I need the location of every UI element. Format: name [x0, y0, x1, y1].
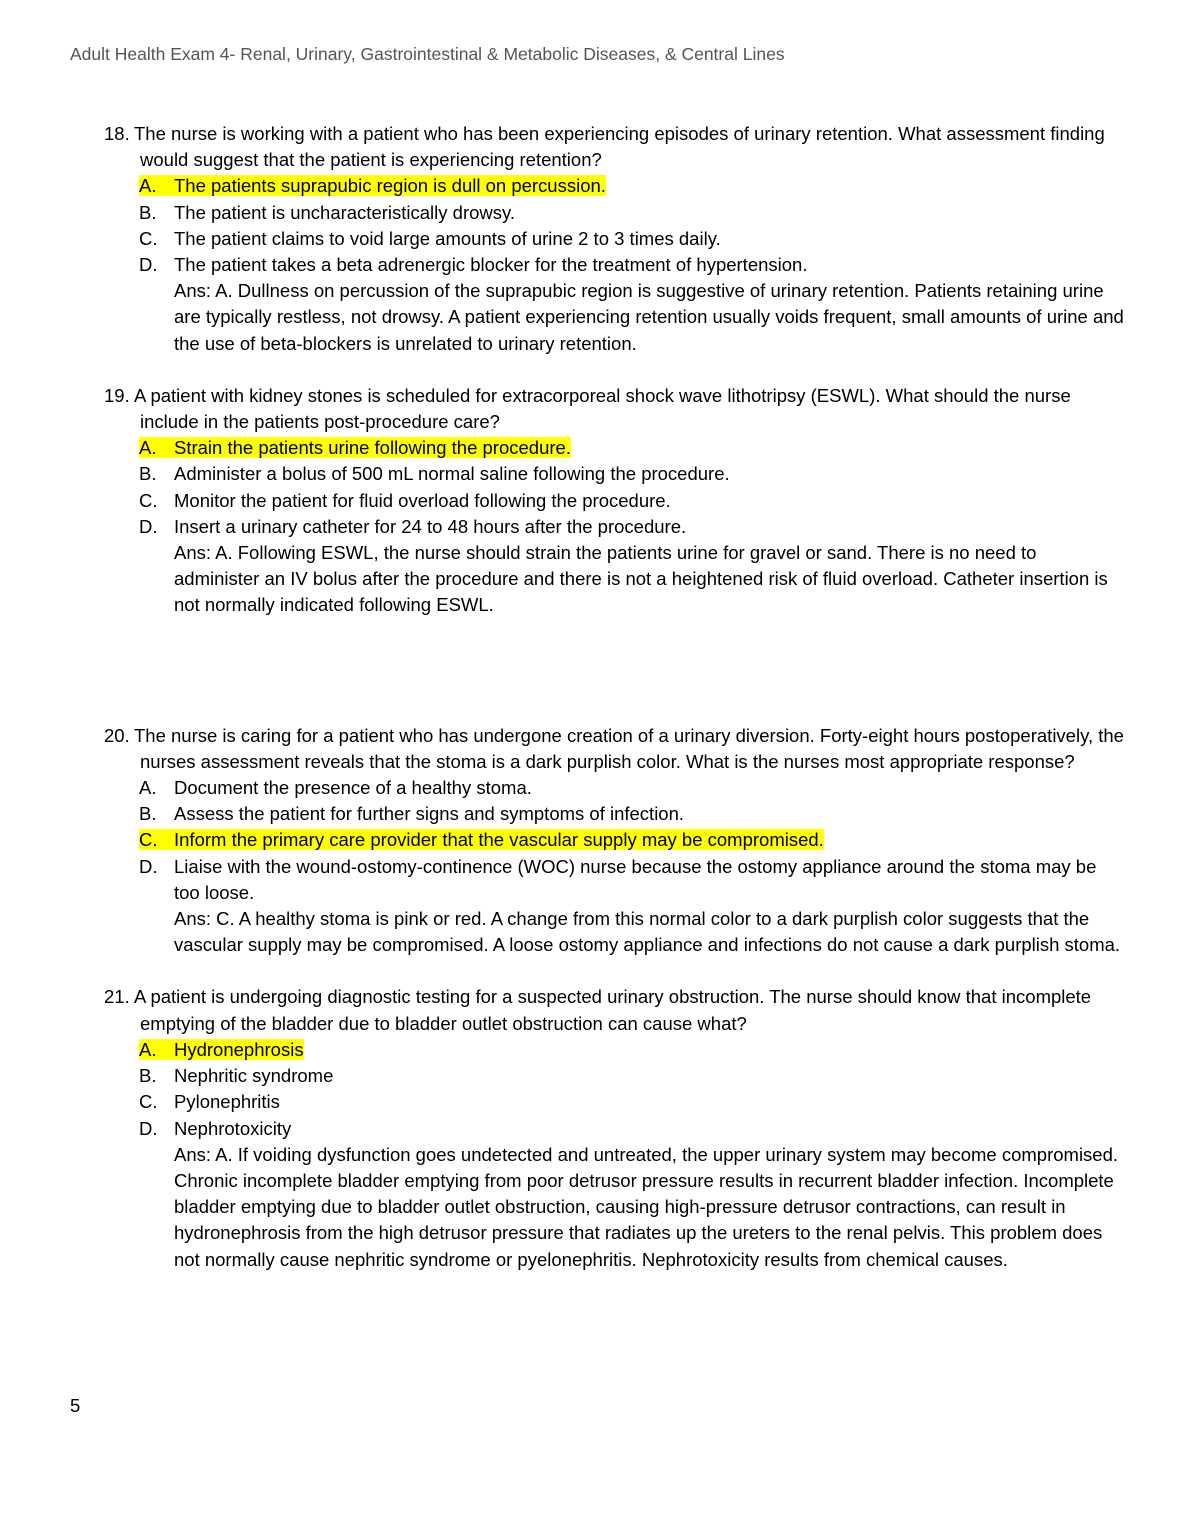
- option-c: [139, 226, 1124, 252]
- option-text: Document the presence of a healthy stoma.: [174, 777, 532, 799]
- option-letter: D.: [139, 855, 158, 877]
- option-c: [139, 488, 1124, 514]
- option-c: [139, 1089, 1124, 1115]
- question-18: [104, 121, 1124, 173]
- option-text: Nephrotoxicity: [174, 1117, 292, 1139]
- answer-options: [104, 1037, 1124, 1273]
- option-text: Insert a urinary catheter for 24 to 48 hours after the procedure.: [174, 515, 687, 537]
- option-d: [139, 514, 1124, 540]
- option-b: [139, 200, 1124, 226]
- option-a: [139, 1037, 1124, 1063]
- answer-options: [104, 173, 1124, 356]
- question-text: The nurse is working with a patient who has been experiencing episodes of urinary retention. What assessment finding would suggest that the patient is experiencing retention?: [134, 123, 1105, 171]
- option-text: Administer a bolus of 500 mL normal saline following the procedure.: [174, 463, 730, 485]
- option-text: Hydronephrosis: [174, 1038, 304, 1060]
- answer-explanation: Ans: A. Following ESWL, the nurse should strain the patients urine for gravel or sand. There is no need to administer an IV bolus after the procedure and there is not a heightened risk of fluid overload. Catheter insertion is not normally indicated following ESWL.: [174, 542, 1108, 616]
- option-letter: C.: [139, 227, 158, 249]
- option-b: [139, 801, 1124, 827]
- option-text: Assess the patient for further signs and symptoms of infection.: [174, 803, 685, 825]
- question-text: A patient is undergoing diagnostic testing for a suspected urinary obstruction. The nurse should know that incomplete emptying of the bladder due to bladder outlet obstruction can cause what?: [134, 986, 1092, 1034]
- option-letter: B.: [139, 463, 157, 485]
- question-number: 20.: [104, 724, 130, 746]
- question-21: [104, 984, 1124, 1036]
- option-text: The patient takes a beta adrenergic blocker for the treatment of hypertension.: [174, 254, 808, 276]
- option-text: Liaise with the wound-ostomy-continence (WOC) nurse because the ostomy appliance around the stoma may be too loose.: [174, 855, 1097, 903]
- option-b: [139, 1063, 1124, 1089]
- option-d: [139, 1116, 1124, 1142]
- option-a: [139, 435, 1124, 461]
- option-letter: B.: [139, 1065, 157, 1087]
- option-a: [139, 775, 1124, 801]
- option-letter: D.: [139, 515, 158, 537]
- question-20: [104, 723, 1124, 775]
- option-letter: C.: [139, 1091, 158, 1113]
- option-letter: D.: [139, 254, 158, 276]
- option-text: The patient is uncharacteristically drowsy.: [174, 201, 516, 223]
- option-a: [139, 173, 1124, 199]
- option-letter: C.: [139, 489, 158, 511]
- option-d: [139, 252, 1124, 278]
- option-letter: A.: [139, 777, 157, 799]
- question-19: [104, 383, 1124, 435]
- option-text: Pylonephritis: [174, 1091, 280, 1113]
- option-c: [139, 827, 1124, 853]
- question-text: The nurse is caring for a patient who has undergone creation of a urinary diversion. Forty-eight hours postoperatively, the nurses assessment reveals that the stoma is a dark purplish color. What is the nurses most appropriate response?: [134, 724, 1124, 772]
- option-letter: A.: [139, 437, 157, 459]
- option-text: Inform the primary care provider that the vascular supply may be compromised.: [174, 829, 824, 851]
- answer-options: [104, 775, 1124, 958]
- option-text: Strain the patients urine following the procedure.: [174, 437, 571, 459]
- answer-explanation: Ans: C. A healthy stoma is pink or red. A change from this normal color to a dark purplish color suggests that the vascular supply may be compromised. A loose ostomy appliance and infections do not cause a dark purplish stoma.: [174, 908, 1121, 956]
- option-text: The patients suprapubic region is dull on percussion.: [174, 175, 606, 197]
- option-letter: A.: [139, 1038, 157, 1060]
- option-letter: D.: [139, 1117, 158, 1139]
- answer-options: [104, 435, 1124, 618]
- option-letter: A.: [139, 175, 157, 197]
- answer-explanation: Ans: A. Dullness on percussion of the suprapubic region is suggestive of urinary retention. Patients retaining urine are typically restless, not drowsy. A patient experiencing retention usually voids frequent, small amounts of urine and the use of beta-blockers is unrelated to urinary retention.: [174, 280, 1124, 354]
- page-header-title: Adult Health Exam 4- Renal, Urinary, Gastrointestinal & Metabolic Diseases, & Central Lines: [70, 44, 785, 64]
- question-number: 19.: [104, 384, 130, 406]
- answer-explanation: Ans: A. If voiding dysfunction goes undetected and untreated, the upper urinary system may become compromised. Chronic incomplete bladder emptying from poor detrusor pressure results in recurrent bladder infection. Incomplete bladder emptying due to bladder outlet obstruction, causing high-pressure detrusor contractions, can result in hydronephrosis from the high detrusor pressure that radiates up the ureters to the renal pelvis. This problem does not normally cause nephritic syndrome or pyelonephritis. Nephrotoxicity results from chemical causes.: [174, 1143, 1119, 1270]
- option-text: The patient claims to void large amounts of urine 2 to 3 times daily.: [174, 227, 721, 249]
- question-text: A patient with kidney stones is scheduled for extracorporeal shock wave lithotripsy (ESWL). What should the nurse include in the patients post-procedure care?: [134, 384, 1071, 433]
- option-letter: B.: [139, 803, 157, 825]
- option-letter: C.: [139, 829, 158, 851]
- question-number: 18.: [104, 123, 130, 144]
- document-body: [104, 121, 1124, 1273]
- question-number: 21.: [104, 986, 130, 1008]
- option-text: Nephritic syndrome: [174, 1065, 334, 1087]
- option-text: Monitor the patient for fluid overload following the procedure.: [174, 489, 671, 511]
- option-d: [139, 854, 1124, 906]
- option-b: [139, 461, 1124, 487]
- page-number: 5: [70, 1395, 81, 1416]
- option-letter: B.: [139, 201, 157, 223]
